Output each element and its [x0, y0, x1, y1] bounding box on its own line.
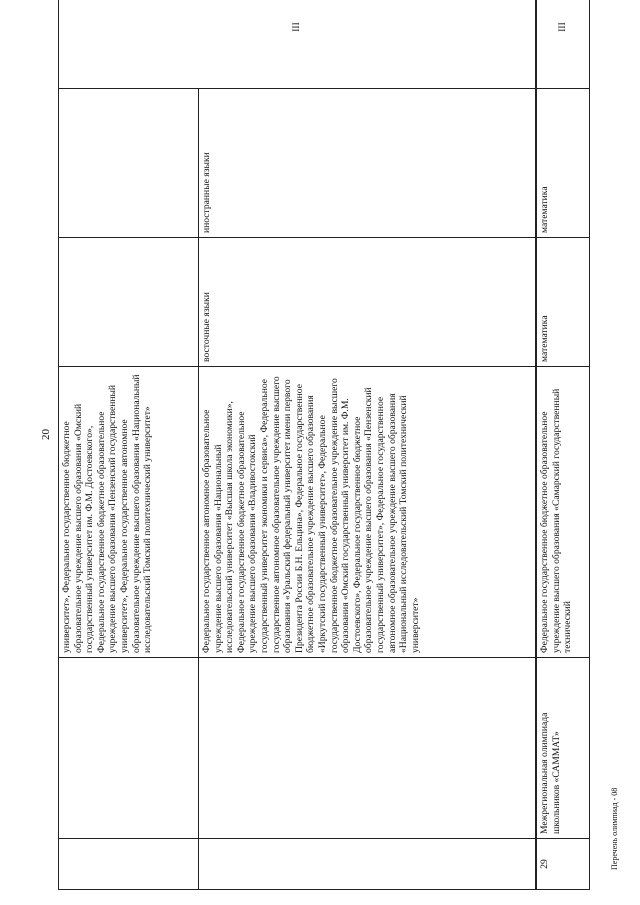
page-number: 20	[40, 429, 52, 440]
level-cell: III	[59, 0, 537, 89]
profile-cell: математика	[536, 89, 590, 238]
olympiad-table-container	[58, 20, 598, 890]
table-row	[536, 0, 590, 890]
olympiad-name	[59, 658, 199, 839]
row-number	[199, 839, 537, 890]
organizers-cell: Федеральное государственное бюджетное образовательное учреждение высшего образования «Самарский государственный технический	[536, 367, 590, 658]
level-cell: III	[536, 0, 590, 89]
olympiad-table	[58, 0, 590, 890]
row-number	[59, 839, 199, 890]
olympiad-name: Межрегиональная олимпиада школьников «САММАТ»	[536, 658, 590, 839]
subject-cell	[59, 238, 199, 367]
profile-cell	[59, 89, 199, 238]
organizers-cell: университет», Федеральное государственное бюджетное образовательное учреждение высшего образования «Омский государственный университет им. Ф.М. Достоевского», Федеральное государственное бюджетное образовательное учреждение высшего образования «Пензенский государственный университет», Федеральное государственное автономное образовательное учреждение высшего образования «Национальный исследовательский Томский политехнический университет»	[59, 367, 199, 658]
row-number: 29	[536, 839, 590, 890]
subject-cell: восточные языки	[199, 238, 537, 367]
subject-cell: математика	[536, 238, 590, 367]
organizers-cell: Федеральное государственное автономное образовательное учреждение высшего образования «Национальный исследовательский университет «Высшая школа экономики», Федеральное государственное бюджетное образовательное учреждение высшего образования «Владивостокский государственный университет экономики и сервиса», Федеральное государственное автономное образовательное учреждение высшего образования «Уральский федеральный университет имени первого Президента России Б.Н. Ельцина», Федеральное государственное бюджетное образовательное учреждение высшего образования «Иркутский государственный университет», Федеральное государственное бюджетное образовательное учреждение высшего образования «Омский государственный университет им. Ф.М. Достоевского», Федеральное государственное бюджетное образовательное учреждение высшего образования «Пензенский государственный университет», Федеральное государственное автономное образовательное учреждение высшего образования «Национальный исследовательский Томский политехнический университет»	[199, 367, 537, 658]
table-row	[199, 0, 537, 890]
olympiad-name	[199, 658, 537, 839]
table-row	[59, 0, 199, 890]
footer-text: Перечень олимпиад - 08	[610, 787, 619, 870]
profile-cell: иностранные языки	[199, 89, 537, 238]
